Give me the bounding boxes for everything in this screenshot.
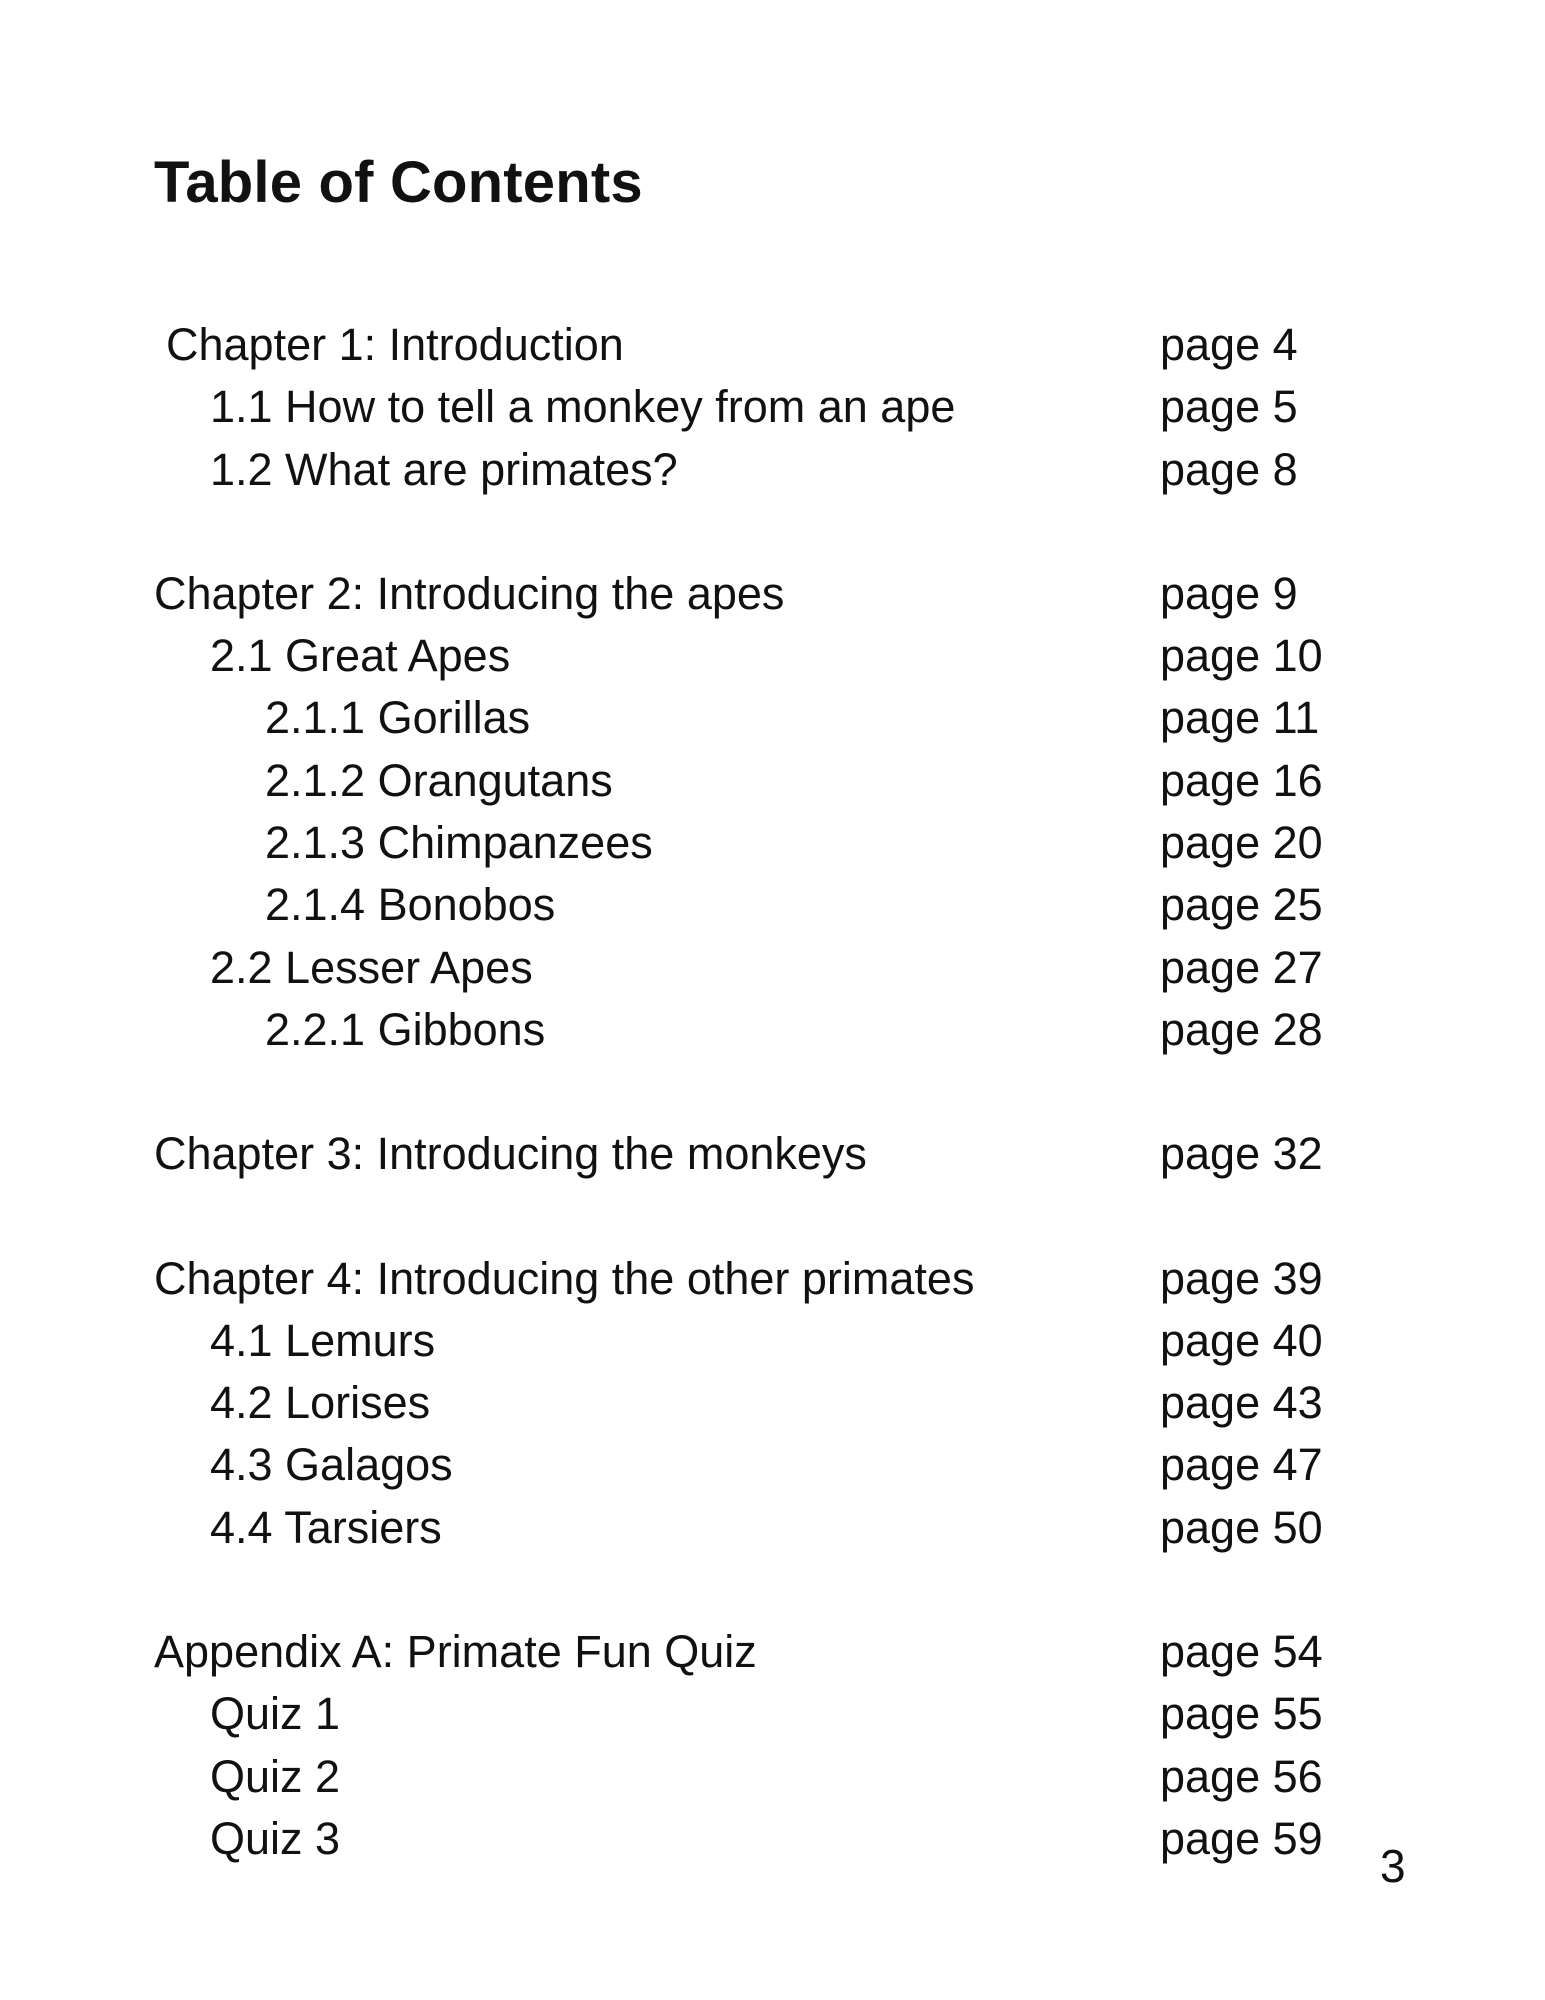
toc-entry[interactable] [154,625,1354,687]
toc-entry-label: 4.1 Lemurs [210,1314,436,1366]
toc-entry-page: page 9 [1160,567,1298,619]
toc-entry-page: page 54 [1160,1626,1323,1678]
toc-entry[interactable] [154,687,1354,749]
toc-entry-label: Quiz 2 [210,1750,341,1802]
toc-entry-label: 2.2 Lesser Apes [210,941,533,993]
toc-entry[interactable] [154,812,1354,874]
toc-entry[interactable] [154,1434,1354,1496]
toc-entry[interactable] [154,1808,1354,1870]
toc-entry[interactable] [154,439,1354,501]
toc-entry-label: 2.1.3 Chimpanzees [265,817,653,869]
toc-entry-label: Appendix A: Primate Fun Quiz [154,1626,757,1678]
toc-entry-page: page 27 [1160,941,1323,993]
toc-entry-label: Quiz 3 [210,1812,341,1864]
toc-entry-page: page 5 [1160,381,1298,433]
toc-entry-label: Quiz 1 [210,1688,341,1740]
toc-entry-label: Chapter 1: Introduction [166,319,624,370]
toc-entry[interactable] [154,1310,1354,1372]
toc-entry-page: page 28 [1160,1003,1323,1055]
toc-entry-label: Chapter 3: Introducing the monkeys [154,1128,867,1180]
toc-entry-page: page 32 [1160,1128,1323,1180]
toc-entry-page: page 8 [1160,443,1298,495]
toc-entry-label: 4.3 Galagos [210,1439,453,1491]
toc-entry-page: page 39 [1160,1252,1323,1304]
toc-entry[interactable] [154,314,1354,376]
toc-entry-label: Chapter 2: Introducing the apes [154,567,785,619]
toc-entry-label: 2.1.2 Orangutans [265,754,613,806]
toc-group-chapter-1 [154,314,1354,501]
toc-entry-page: page 11 [1160,692,1320,744]
toc-group-chapter-2 [154,563,1354,1061]
toc-entry[interactable] [154,1497,1354,1559]
toc-group-appendix-a [154,1621,1354,1870]
toc-entry[interactable] [154,1123,1354,1185]
toc-entry-label: 2.2.1 Gibbons [265,1003,546,1055]
toc-entry[interactable] [154,999,1354,1061]
toc-entry-page: page 20 [1160,817,1323,869]
toc-entry-page: page 50 [1160,1501,1323,1553]
toc-entry-page: page 43 [1160,1377,1323,1429]
toc-entry[interactable] [154,1621,1354,1683]
toc-entry-page: page 10 [1160,630,1323,682]
toc-entry-page: page 55 [1160,1688,1323,1740]
toc-entry-page: page 56 [1160,1750,1323,1802]
toc-list [154,314,1354,1870]
toc-entry-label: 1.1 How to tell a monkey from an ape [210,381,956,433]
toc-entry[interactable] [154,750,1354,812]
toc-entry-page: page 16 [1160,754,1323,806]
toc-entry-page: page 25 [1160,879,1323,931]
toc-entry-label: 2.1.1 Gorillas [265,692,531,744]
toc-entry[interactable] [154,1248,1354,1310]
toc-entry-label: 2.1 Great Apes [210,630,511,682]
toc-entry-label: 2.1.4 Bonobos [265,879,556,931]
toc-entry[interactable] [154,1372,1354,1434]
toc-entry[interactable] [154,874,1354,936]
page-number: 3 [1380,1840,1406,1892]
toc-group-chapter-3 [154,1123,1354,1185]
toc-entry-label: 1.2 What are primates? [210,443,678,495]
toc-entry-page: page 47 [1160,1439,1323,1491]
toc-entry-page: page 4 [1160,319,1298,370]
toc-entry[interactable] [154,1683,1354,1745]
toc-entry-page: page 59 [1160,1812,1323,1864]
toc-entry[interactable] [154,563,1354,625]
toc-entry-label: 4.2 Lorises [210,1377,431,1429]
toc-entry[interactable] [154,376,1354,438]
toc-entry-page: page 40 [1160,1314,1323,1366]
toc-entry-label: 4.4 Tarsiers [210,1501,442,1553]
toc-entry[interactable] [154,1746,1354,1808]
toc-entry[interactable] [154,937,1354,999]
toc-entry-label: Chapter 4: Introducing the other primates [154,1252,975,1304]
toc-group-chapter-4 [154,1248,1354,1559]
page-title: Table of Contents [154,150,643,215]
